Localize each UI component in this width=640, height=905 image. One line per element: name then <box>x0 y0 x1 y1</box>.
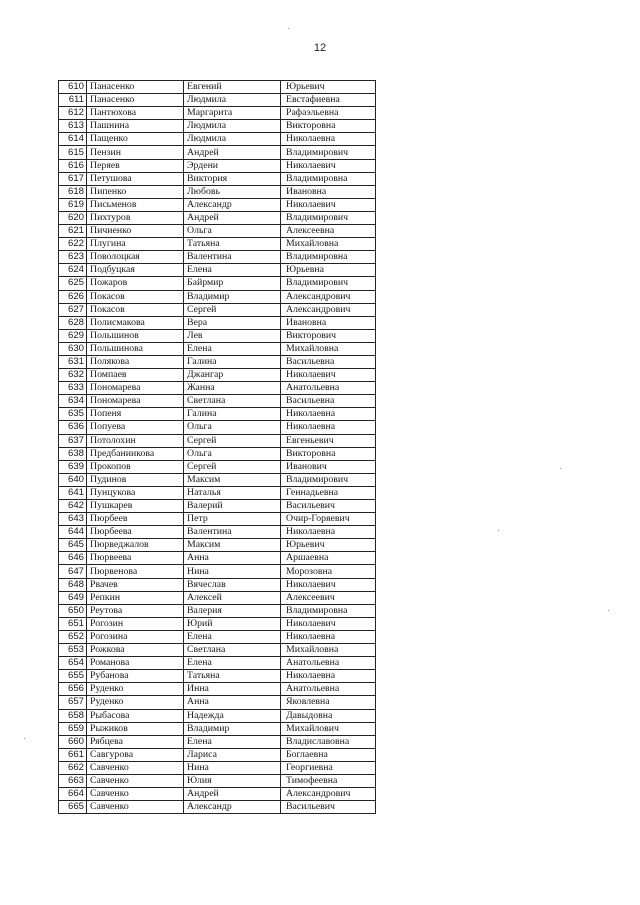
last-name-cell: Помпаев <box>87 369 184 382</box>
row-number: 638 <box>59 447 87 460</box>
first-name-cell: Владимир <box>184 722 281 735</box>
first-name-cell: Александр <box>184 198 281 211</box>
scan-speck <box>24 738 25 739</box>
table-row <box>59 159 376 172</box>
table-row <box>59 761 376 774</box>
row-number: 656 <box>59 683 87 696</box>
patronymic-cell: Михайловна <box>281 342 376 355</box>
patronymic-cell: Михайловна <box>281 644 376 657</box>
last-name-cell: Предбаниикова <box>87 447 184 460</box>
last-name-cell: Панасенко <box>87 94 184 107</box>
last-name-cell: Панасенко <box>87 81 184 94</box>
table-row <box>59 630 376 643</box>
scan-speck <box>288 28 289 29</box>
row-number: 617 <box>59 172 87 185</box>
first-name-cell: Максим <box>184 539 281 552</box>
patronymic-cell: Анатольевна <box>281 382 376 395</box>
row-number: 624 <box>59 264 87 277</box>
row-number: 654 <box>59 657 87 670</box>
row-number: 611 <box>59 94 87 107</box>
row-number: 653 <box>59 644 87 657</box>
last-name-cell: Пантюхова <box>87 107 184 120</box>
first-name-cell: Виктория <box>184 172 281 185</box>
patronymic-cell: Николаевич <box>281 369 376 382</box>
first-name-cell: Андрей <box>184 211 281 224</box>
last-name-cell: Рвачев <box>87 578 184 591</box>
names-table-body <box>59 81 376 814</box>
last-name-cell: Покасов <box>87 303 184 316</box>
first-name-cell: Елена <box>184 657 281 670</box>
patronymic-cell: Яковлевна <box>281 696 376 709</box>
table-row <box>59 329 376 342</box>
row-number: 643 <box>59 513 87 526</box>
last-name-cell: Польшинов <box>87 329 184 342</box>
first-name-cell: Анна <box>184 552 281 565</box>
table-row <box>59 735 376 748</box>
last-name-cell: Пюрбеев <box>87 513 184 526</box>
table-row <box>59 369 376 382</box>
patronymic-cell: Николаевна <box>281 630 376 643</box>
patronymic-cell: Николаевич <box>281 159 376 172</box>
last-name-cell: Полисмакова <box>87 316 184 329</box>
table-row <box>59 644 376 657</box>
row-number: 641 <box>59 486 87 499</box>
patronymic-cell: Александрович <box>281 788 376 801</box>
row-number: 642 <box>59 500 87 513</box>
patronymic-cell: Алексеевна <box>281 225 376 238</box>
patronymic-cell: Геннадьевна <box>281 486 376 499</box>
table-row <box>59 434 376 447</box>
table-row <box>59 185 376 198</box>
table-row <box>59 133 376 146</box>
patronymic-cell: Иванович <box>281 460 376 473</box>
table-row <box>59 251 376 264</box>
row-number: 652 <box>59 630 87 643</box>
table-row <box>59 198 376 211</box>
first-name-cell: Валерия <box>184 604 281 617</box>
patronymic-cell: Аршаевна <box>281 552 376 565</box>
last-name-cell: Польшинова <box>87 342 184 355</box>
last-name-cell: Полякова <box>87 355 184 368</box>
row-number: 639 <box>59 460 87 473</box>
table-row <box>59 774 376 787</box>
patronymic-cell: Евстафиевна <box>281 94 376 107</box>
table-row <box>59 264 376 277</box>
row-number: 627 <box>59 303 87 316</box>
first-name-cell: Юлия <box>184 774 281 787</box>
last-name-cell: Перяев <box>87 159 184 172</box>
first-name-cell: Елена <box>184 630 281 643</box>
row-number: 616 <box>59 159 87 172</box>
patronymic-cell: Евгеньевич <box>281 434 376 447</box>
first-name-cell: Андрей <box>184 146 281 159</box>
table-row <box>59 395 376 408</box>
table-row <box>59 211 376 224</box>
row-number: 620 <box>59 211 87 224</box>
row-number: 650 <box>59 604 87 617</box>
patronymic-cell: Васильевна <box>281 395 376 408</box>
last-name-cell: Пюрбеева <box>87 526 184 539</box>
last-name-cell: Реутова <box>87 604 184 617</box>
first-name-cell: Елена <box>184 342 281 355</box>
patronymic-cell: Давыдовна <box>281 709 376 722</box>
row-number: 655 <box>59 670 87 683</box>
last-name-cell: Пензин <box>87 146 184 159</box>
table-row <box>59 81 376 94</box>
table-row <box>59 696 376 709</box>
first-name-cell: Вячеслав <box>184 578 281 591</box>
patronymic-cell: Викторовна <box>281 120 376 133</box>
first-name-cell: Наталья <box>184 486 281 499</box>
row-number: 657 <box>59 696 87 709</box>
first-name-cell: Петр <box>184 513 281 526</box>
first-name-cell: Александр <box>184 801 281 814</box>
first-name-cell: Инна <box>184 683 281 696</box>
last-name-cell: Поволоцкая <box>87 251 184 264</box>
last-name-cell: Покасов <box>87 290 184 303</box>
first-name-cell: Джангар <box>184 369 281 382</box>
row-number: 622 <box>59 238 87 251</box>
last-name-cell: Прокопов <box>87 460 184 473</box>
row-number: 636 <box>59 421 87 434</box>
last-name-cell: Пунцукова <box>87 486 184 499</box>
last-name-cell: Рожкова <box>87 644 184 657</box>
last-name-cell: Пащенко <box>87 133 184 146</box>
last-name-cell: Письменов <box>87 198 184 211</box>
first-name-cell: Юрий <box>184 617 281 630</box>
first-name-cell: Андрей <box>184 788 281 801</box>
first-name-cell: Галина <box>184 355 281 368</box>
patronymic-cell: Владимирович <box>281 146 376 159</box>
first-name-cell: Валентина <box>184 251 281 264</box>
first-name-cell: Алексей <box>184 591 281 604</box>
table-row <box>59 421 376 434</box>
row-number: 613 <box>59 120 87 133</box>
first-name-cell: Ольга <box>184 225 281 238</box>
patronymic-cell: Георгиевна <box>281 761 376 774</box>
first-name-cell: Людмила <box>184 120 281 133</box>
row-number: 649 <box>59 591 87 604</box>
last-name-cell: Пипенко <box>87 185 184 198</box>
table-row <box>59 565 376 578</box>
row-number: 665 <box>59 801 87 814</box>
patronymic-cell: Николаевна <box>281 670 376 683</box>
patronymic-cell: Владимирович <box>281 211 376 224</box>
last-name-cell: Петушова <box>87 172 184 185</box>
table-row <box>59 225 376 238</box>
first-name-cell: Маргарита <box>184 107 281 120</box>
last-name-cell: Савченко <box>87 801 184 814</box>
row-number: 662 <box>59 761 87 774</box>
patronymic-cell: Юрьевна <box>281 264 376 277</box>
table-row <box>59 303 376 316</box>
patronymic-cell: Александрович <box>281 290 376 303</box>
table-row <box>59 604 376 617</box>
table-row <box>59 748 376 761</box>
row-number: 659 <box>59 722 87 735</box>
first-name-cell: Светлана <box>184 644 281 657</box>
row-number: 644 <box>59 526 87 539</box>
first-name-cell: Елена <box>184 735 281 748</box>
first-name-cell: Ольга <box>184 421 281 434</box>
last-name-cell: Пюрведжалов <box>87 539 184 552</box>
patronymic-cell: Николаевна <box>281 408 376 421</box>
table-row <box>59 382 376 395</box>
row-number: 647 <box>59 565 87 578</box>
row-number: 637 <box>59 434 87 447</box>
patronymic-cell: Тимофеевна <box>281 774 376 787</box>
table-row <box>59 709 376 722</box>
first-name-cell: Владимир <box>184 290 281 303</box>
table-row <box>59 120 376 133</box>
row-number: 660 <box>59 735 87 748</box>
row-number: 640 <box>59 473 87 486</box>
first-name-cell: Евгений <box>184 81 281 94</box>
patronymic-cell: Александрович <box>281 303 376 316</box>
patronymic-cell: Владимирович <box>281 473 376 486</box>
first-name-cell: Татьяна <box>184 238 281 251</box>
row-number: 618 <box>59 185 87 198</box>
patronymic-cell: Николаевна <box>281 526 376 539</box>
first-name-cell: Любовь <box>184 185 281 198</box>
table-row <box>59 316 376 329</box>
first-name-cell: Светлана <box>184 395 281 408</box>
first-name-cell: Ольга <box>184 447 281 460</box>
patronymic-cell: Владимирович <box>281 277 376 290</box>
last-name-cell: Плугина <box>87 238 184 251</box>
table-row <box>59 657 376 670</box>
first-name-cell: Лев <box>184 329 281 342</box>
first-name-cell: Жанна <box>184 382 281 395</box>
last-name-cell: Репкин <box>87 591 184 604</box>
patronymic-cell: Рафаэльевна <box>281 107 376 120</box>
patronymic-cell: Алексеевич <box>281 591 376 604</box>
first-name-cell: Людмила <box>184 133 281 146</box>
last-name-cell: Руденко <box>87 683 184 696</box>
table-row <box>59 146 376 159</box>
table-row <box>59 683 376 696</box>
table-row <box>59 342 376 355</box>
patronymic-cell: Морозовна <box>281 565 376 578</box>
table-row <box>59 526 376 539</box>
first-name-cell: Вера <box>184 316 281 329</box>
first-name-cell: Байрмир <box>184 277 281 290</box>
patronymic-cell: Юрьевич <box>281 539 376 552</box>
patronymic-cell: Анатольевна <box>281 683 376 696</box>
last-name-cell: Подбуцкая <box>87 264 184 277</box>
last-name-cell: Савченко <box>87 761 184 774</box>
first-name-cell: Нина <box>184 565 281 578</box>
last-name-cell: Рогозина <box>87 630 184 643</box>
table-row <box>59 486 376 499</box>
patronymic-cell: Васильевич <box>281 500 376 513</box>
first-name-cell: Сергей <box>184 434 281 447</box>
row-number: 626 <box>59 290 87 303</box>
patronymic-cell: Владимировна <box>281 251 376 264</box>
patronymic-cell: Викторовна <box>281 447 376 460</box>
names-table <box>58 80 376 814</box>
last-name-cell: Савченко <box>87 788 184 801</box>
first-name-cell: Лариса <box>184 748 281 761</box>
row-number: 629 <box>59 329 87 342</box>
last-name-cell: Пономарева <box>87 395 184 408</box>
page-number: 12 <box>313 42 327 54</box>
row-number: 623 <box>59 251 87 264</box>
table-row <box>59 473 376 486</box>
table-row <box>59 500 376 513</box>
row-number: 631 <box>59 355 87 368</box>
first-name-cell: Людмила <box>184 94 281 107</box>
first-name-cell: Валерий <box>184 500 281 513</box>
last-name-cell: Савченко <box>87 774 184 787</box>
table-row <box>59 591 376 604</box>
first-name-cell: Надежда <box>184 709 281 722</box>
names-table-container <box>58 80 376 814</box>
first-name-cell: Татьяна <box>184 670 281 683</box>
patronymic-cell: Владиславовна <box>281 735 376 748</box>
table-row <box>59 539 376 552</box>
row-number: 646 <box>59 552 87 565</box>
last-name-cell: Потолохин <box>87 434 184 447</box>
patronymic-cell: Николаевна <box>281 133 376 146</box>
last-name-cell: Пюрвеева <box>87 552 184 565</box>
scan-speck <box>498 530 499 531</box>
table-row <box>59 172 376 185</box>
patronymic-cell: Николаевич <box>281 198 376 211</box>
last-name-cell: Пономарева <box>87 382 184 395</box>
first-name-cell: Сергей <box>184 460 281 473</box>
table-row <box>59 670 376 683</box>
row-number: 625 <box>59 277 87 290</box>
row-number: 661 <box>59 748 87 761</box>
row-number: 628 <box>59 316 87 329</box>
table-row <box>59 788 376 801</box>
patronymic-cell: Юрьевич <box>281 81 376 94</box>
patronymic-cell: Владимировна <box>281 604 376 617</box>
row-number: 645 <box>59 539 87 552</box>
last-name-cell: Рубанова <box>87 670 184 683</box>
patronymic-cell: Викторович <box>281 329 376 342</box>
table-row <box>59 290 376 303</box>
first-name-cell: Валентина <box>184 526 281 539</box>
table-row <box>59 408 376 421</box>
last-name-cell: Пичиенко <box>87 225 184 238</box>
patronymic-cell: Анатольевна <box>281 657 376 670</box>
first-name-cell: Галина <box>184 408 281 421</box>
patronymic-cell: Владимировна <box>281 172 376 185</box>
last-name-cell: Романова <box>87 657 184 670</box>
row-number: 612 <box>59 107 87 120</box>
table-row <box>59 578 376 591</box>
last-name-cell: Пюрвенова <box>87 565 184 578</box>
patronymic-cell: Николаевич <box>281 578 376 591</box>
row-number: 635 <box>59 408 87 421</box>
row-number: 615 <box>59 146 87 159</box>
table-row <box>59 355 376 368</box>
row-number: 630 <box>59 342 87 355</box>
table-row <box>59 460 376 473</box>
patronymic-cell: Михайловна <box>281 238 376 251</box>
row-number: 634 <box>59 395 87 408</box>
row-number: 632 <box>59 369 87 382</box>
last-name-cell: Рыбасова <box>87 709 184 722</box>
last-name-cell: Пушкарев <box>87 500 184 513</box>
patronymic-cell: Николаевна <box>281 421 376 434</box>
last-name-cell: Попуева <box>87 421 184 434</box>
patronymic-cell: Очир-Горяевич <box>281 513 376 526</box>
row-number: 648 <box>59 578 87 591</box>
row-number: 614 <box>59 133 87 146</box>
last-name-cell: Рогозин <box>87 617 184 630</box>
table-row <box>59 801 376 814</box>
scan-speck <box>560 468 561 469</box>
table-row <box>59 238 376 251</box>
row-number: 651 <box>59 617 87 630</box>
last-name-cell: Попеня <box>87 408 184 421</box>
patronymic-cell: Ивановна <box>281 316 376 329</box>
row-number: 621 <box>59 225 87 238</box>
first-name-cell: Елена <box>184 264 281 277</box>
first-name-cell: Эрдени <box>184 159 281 172</box>
last-name-cell: Пудинов <box>87 473 184 486</box>
last-name-cell: Савгурова <box>87 748 184 761</box>
scan-speck <box>608 610 609 611</box>
row-number: 658 <box>59 709 87 722</box>
table-row <box>59 447 376 460</box>
patronymic-cell: Михайлович <box>281 722 376 735</box>
patronymic-cell: Боглаевна <box>281 748 376 761</box>
table-row <box>59 107 376 120</box>
patronymic-cell: Васильевна <box>281 355 376 368</box>
row-number: 633 <box>59 382 87 395</box>
patronymic-cell: Васильевич <box>281 801 376 814</box>
last-name-cell: Рябцева <box>87 735 184 748</box>
table-row <box>59 722 376 735</box>
row-number: 663 <box>59 774 87 787</box>
first-name-cell: Нина <box>184 761 281 774</box>
patronymic-cell: Ивановна <box>281 185 376 198</box>
table-row <box>59 513 376 526</box>
table-row <box>59 552 376 565</box>
last-name-cell: Рыжиков <box>87 722 184 735</box>
table-row <box>59 617 376 630</box>
row-number: 610 <box>59 81 87 94</box>
first-name-cell: Анна <box>184 696 281 709</box>
last-name-cell: Пашнина <box>87 120 184 133</box>
first-name-cell: Сергей <box>184 303 281 316</box>
last-name-cell: Руденко <box>87 696 184 709</box>
patronymic-cell: Николаевич <box>281 617 376 630</box>
last-name-cell: Пожаров <box>87 277 184 290</box>
table-row <box>59 277 376 290</box>
last-name-cell: Пихтуров <box>87 211 184 224</box>
row-number: 619 <box>59 198 87 211</box>
first-name-cell: Максим <box>184 473 281 486</box>
table-row <box>59 94 376 107</box>
row-number: 664 <box>59 788 87 801</box>
